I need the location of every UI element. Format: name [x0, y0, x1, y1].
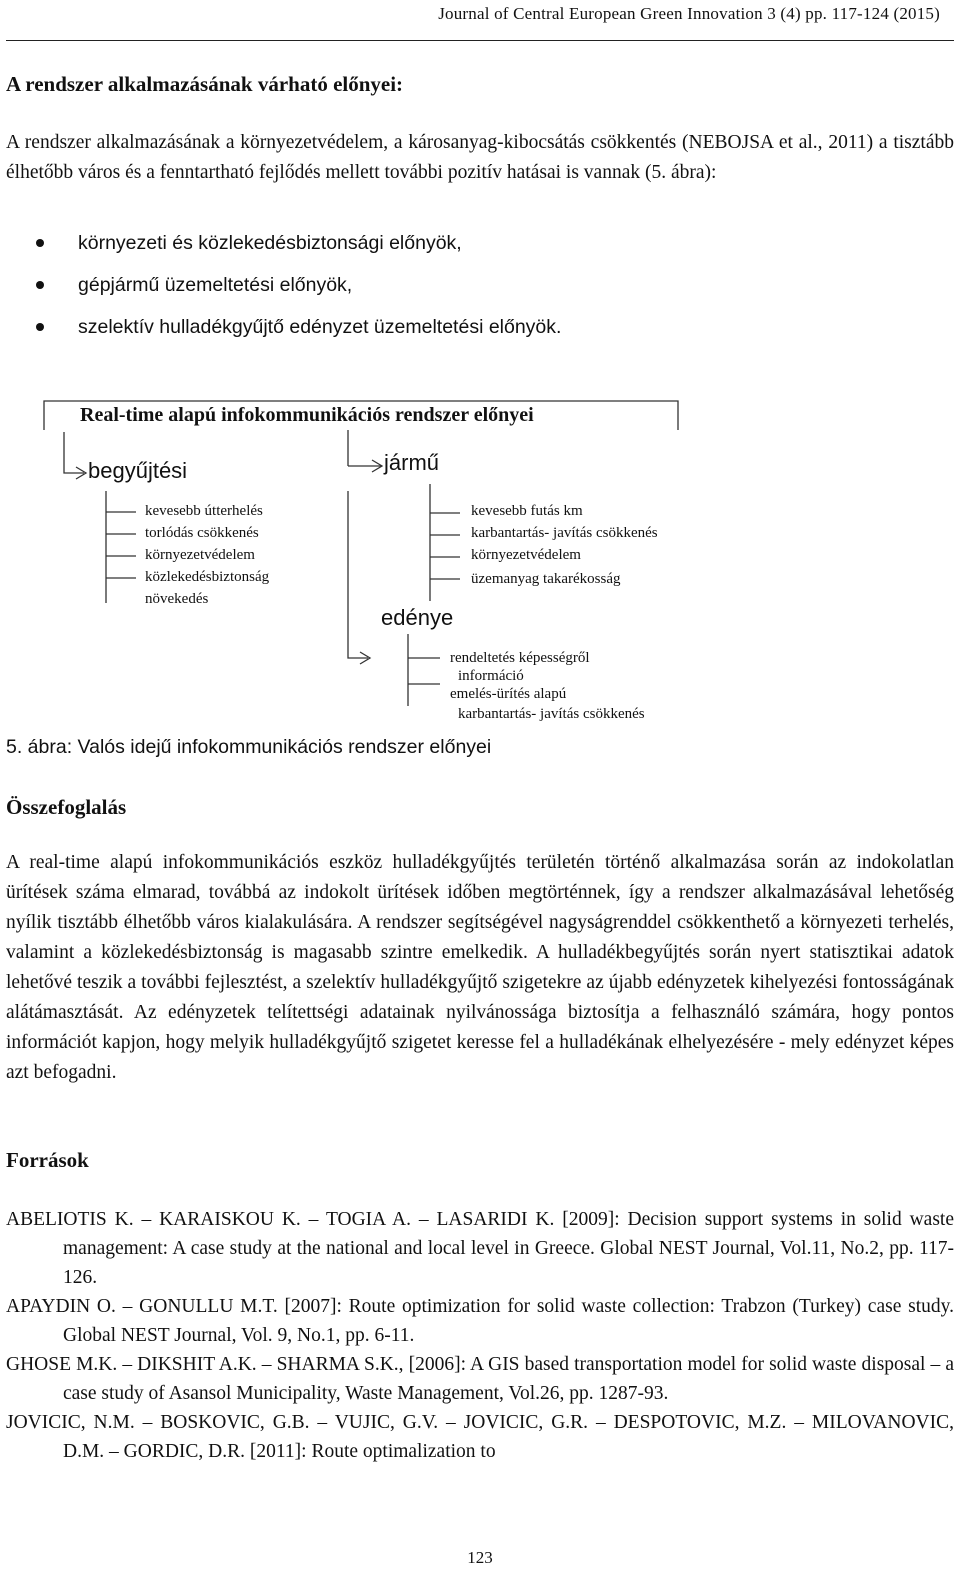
list-item: növekedés — [145, 591, 209, 607]
branch-label-vehicle: jármű — [384, 450, 440, 475]
list-item: karbantartás- javítás csökkenés — [471, 525, 658, 541]
bullet-icon — [36, 281, 44, 289]
list-item: emelés-ürítés alapú — [450, 686, 567, 702]
reference-list — [6, 1205, 954, 1466]
benefits-list — [6, 228, 954, 354]
reference-item: APAYDIN O. – GONULLU M.T. [2007]: Route optimization for solid waste collection: Trabzon (Turkey) case study. Global NEST Journal, Vol. 9, No.1, pp. 6-11. — [6, 1296, 954, 1346]
list-item: rendeltetés képességről — [450, 650, 590, 666]
list-item: információ — [458, 668, 524, 684]
bullet-icon — [36, 239, 44, 247]
list-item: kevesebb útterhelés — [145, 503, 263, 519]
list-item: környezetvédelem — [145, 547, 255, 563]
list-item: szelektív hulladékgyűjtő edényzet üzemeltetési előnyök. — [6, 312, 954, 354]
header-divider — [6, 40, 954, 41]
list-item: kevesebb futás km — [471, 503, 583, 519]
benefits-intro: A rendszer alkalmazásának a környezetvédelem, a károsanyag-kibocsátás csökkentés (NEBOJSA et al., 2011) a tisztább élhetőbb város és a fenntartható fejlődés mellett további pozitív hatásai is vannak (5. ábra): — [6, 132, 954, 183]
list-item: üzemanyag takarékosság — [471, 571, 621, 587]
diagram-connectors — [0, 396, 700, 736]
list-item: környezetvédelem — [471, 547, 581, 563]
list-item: környezeti és közlekedésbiztonsági előnyök, — [6, 228, 954, 270]
list-item: gépjármű üzemeltetési előnyök, — [6, 270, 954, 312]
sources-heading: Források — [6, 1148, 89, 1172]
list-item: karbantartás- javítás csökkenés — [458, 706, 645, 722]
page-number: 123 — [467, 1548, 493, 1567]
reference-item: ABELIOTIS K. – KARAISKOU K. – TOGIA A. – LASARIDI K. [2009]: Decision support systems in solid waste management: A case study at the national and local level in Greece. Global NEST Journal, Vol.11, No.2, pp. 117-126. — [6, 1209, 954, 1288]
reference-item: JOVICIC, N.M. – BOSKOVIC, G.B. – VUJIC, G.V. – JOVICIC, G.R. – DESPOTOVIC, M.Z. – MILOVANOVIC, D.M. – GORDIC, D.R. [2011]: Route optimalization to — [6, 1412, 954, 1462]
figure-caption: 5. ábra: Valós idejű infokommunikációs rendszer előnyei — [6, 736, 492, 758]
branch-label-collection: begyűjtési — [88, 458, 188, 483]
journal-header: Journal of Central European Green Innovation 3 (4) pp. 117-124 (2015) — [438, 4, 940, 23]
summary-paragraph: A real-time alapú infokommunikációs eszköz hulladékgyűjtés területén történő alkalmazása során az indokolatlan ürítések száma elmarad, továbbá az indokolt ürítések időben megtörténnek, így a rendszer alkalmazásával lehetőség nyílik tisztább élhetőbb város kialakulására. A rendszer segítségével nagyságrenddel csökkenthető a környezeti terhelés, valamint a közlekedésbiztonság is magasabb szintre emelkedik. A hulladékbegyűjtés során nyert statisztikai adatok lehetővé teszik a további fejlesztést, a szelektív hulladékgyűjtő szigetekre az újabb edényzetek kihelyezési fontosságának alátámasztását. Az edényzetek telítettségi adatainak nyilvánossága biztosítja a felhasználó számára, hogy pontos információt kapjon, hogy melyik hulladékgyűjtő szigetet keresse fel a hulladékának elhelyezésére - mely edényzet képes azt befogadni. — [6, 852, 954, 1083]
reference-item: GHOSE M.K. – DIKSHIT A.K. – SHARMA S.K., [2006]: A GIS based transportation model for solid waste disposal – a case study of Asansol Municipality, Waste Management, Vol.26, pp. 1287-93. — [6, 1354, 954, 1404]
benefits-heading: A rendszer alkalmazásának várható előnyei: — [6, 72, 404, 96]
branch-label-container: edénye — [381, 605, 454, 630]
figure-5-diagram — [0, 396, 700, 736]
bullet-icon — [36, 323, 44, 331]
summary-heading: Összefoglalás — [6, 795, 127, 819]
list-item: közlekedésbiztonság — [145, 569, 270, 585]
list-item: torlódás csökkenés — [145, 525, 259, 541]
figure-title: Real-time alapú infokommunikációs rendszer előnyei — [80, 404, 534, 426]
